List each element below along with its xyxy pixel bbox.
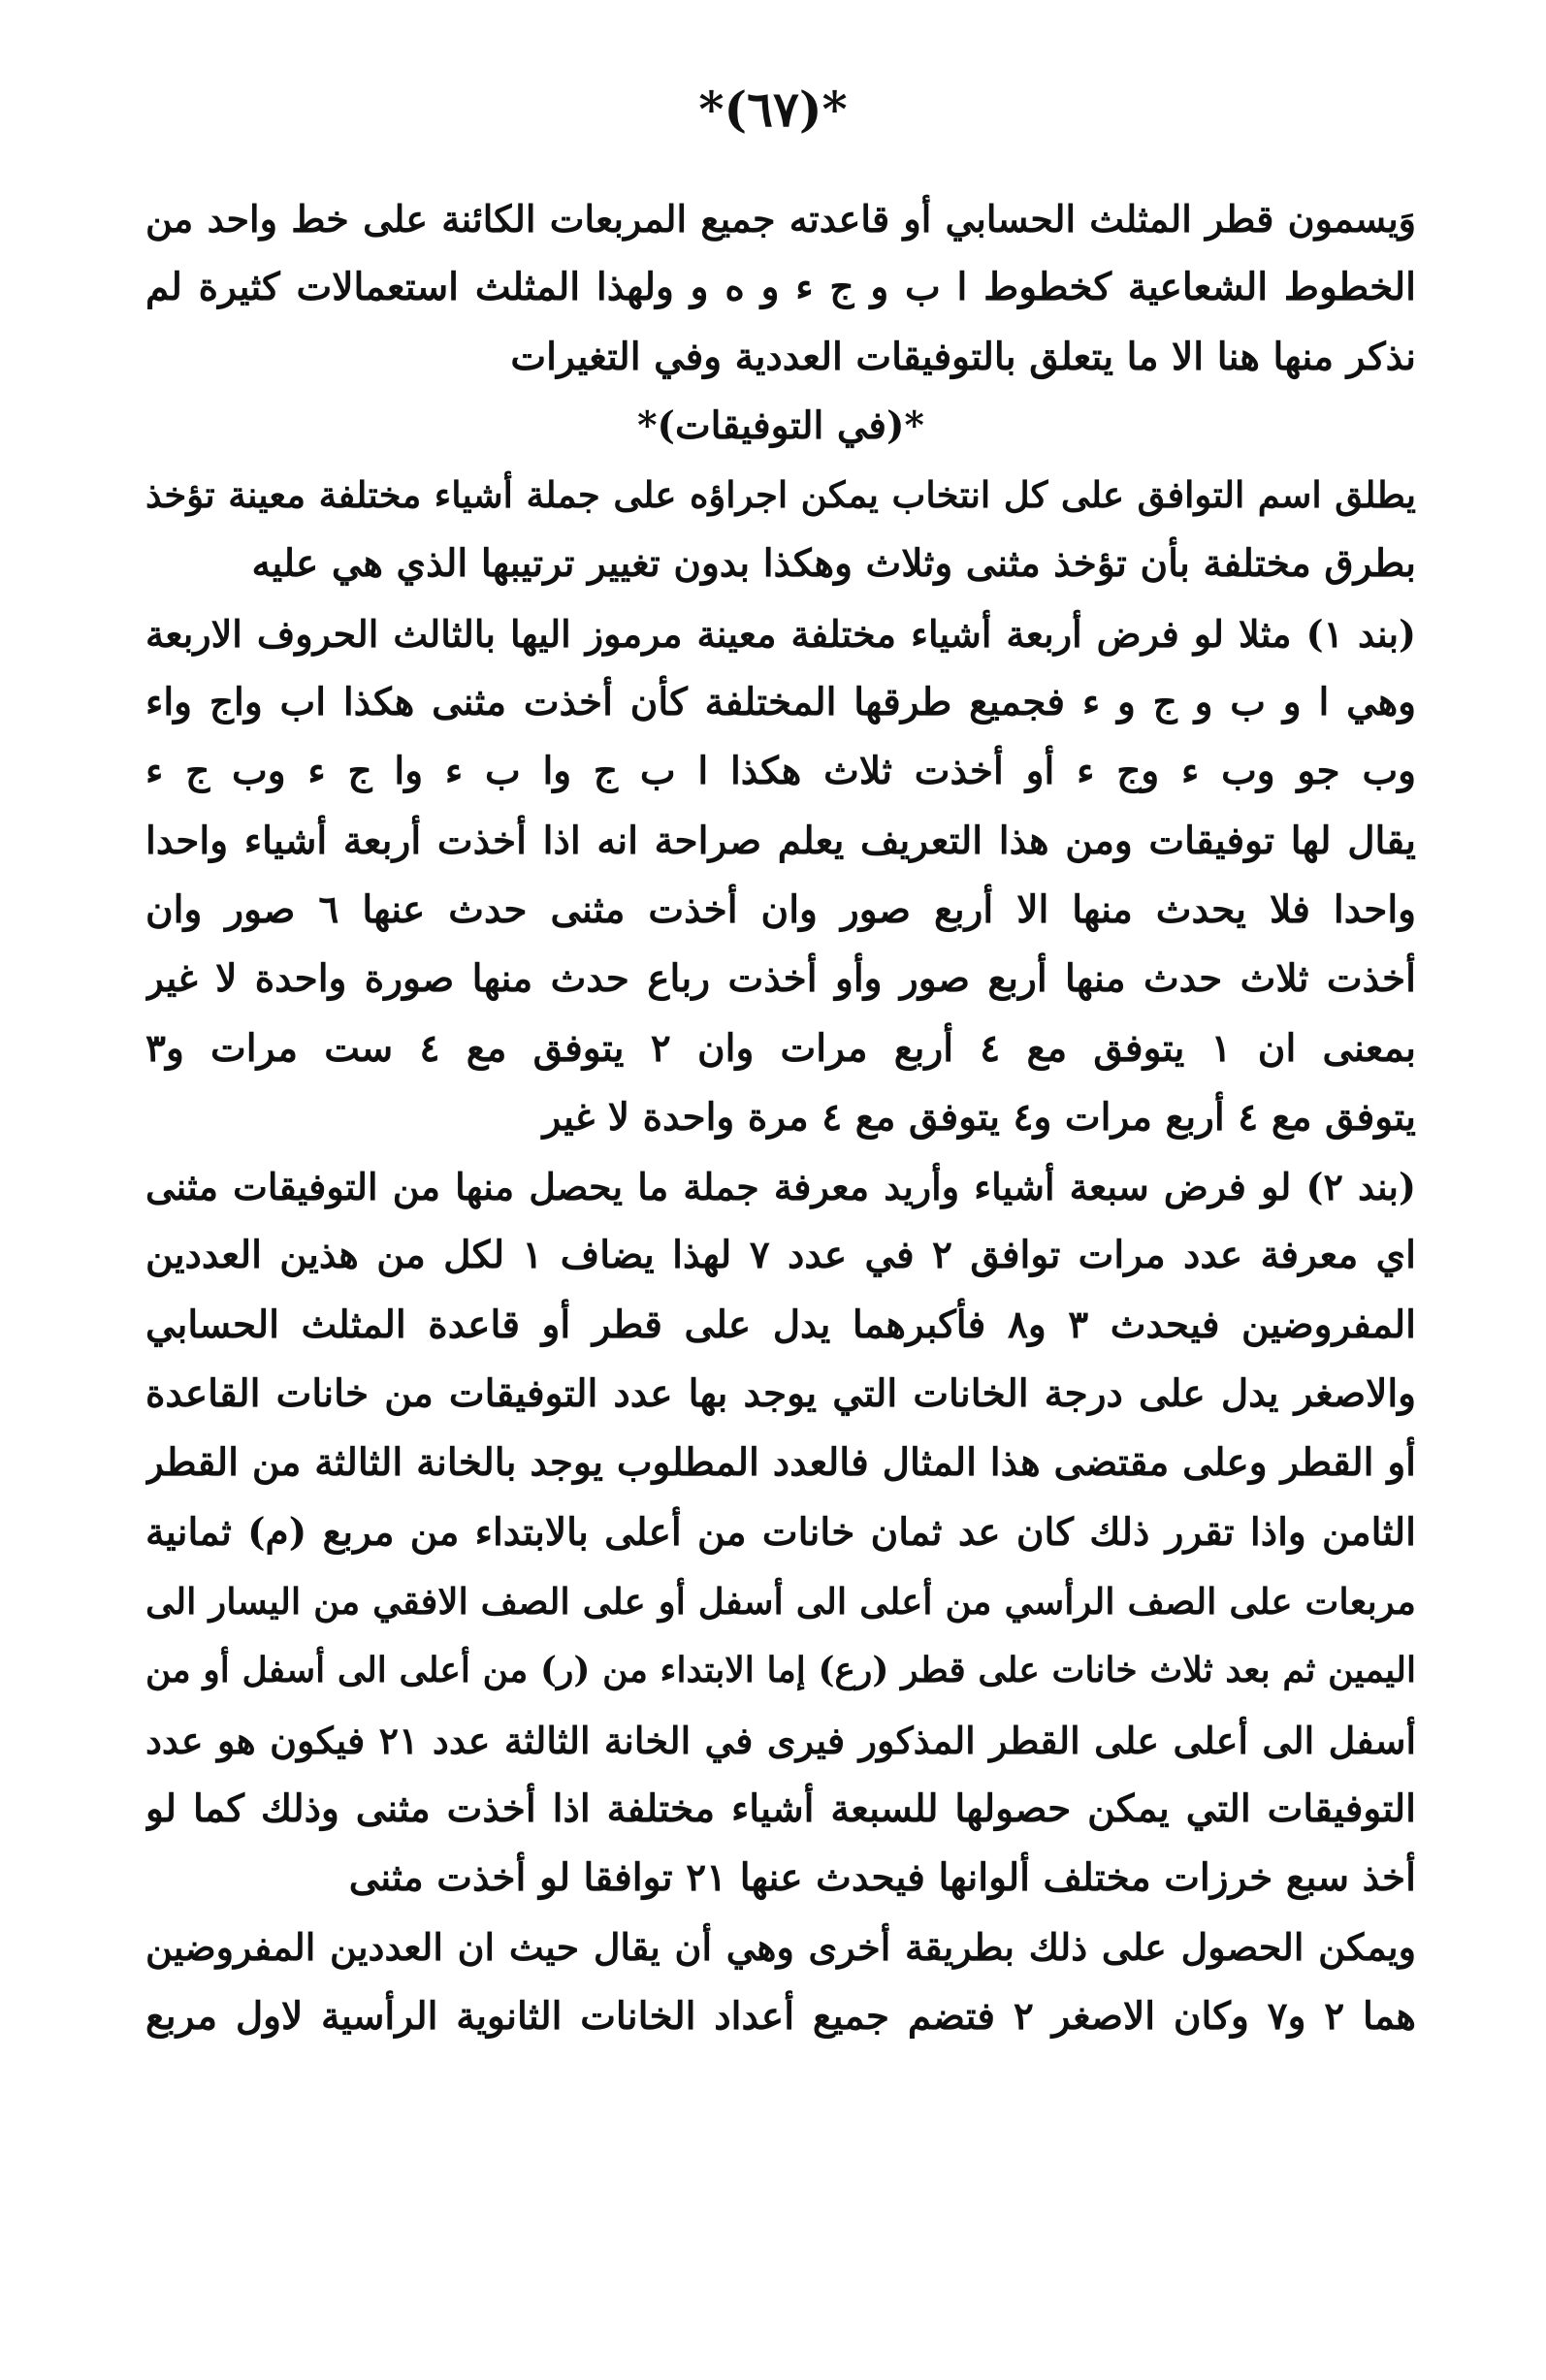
- text-line: اليمين ثم بعد ثلاث خانات على قطر (رع) إما الابتداء من (ر) من أعلى الى أسفل أو من: [145, 1650, 1416, 1691]
- text-line: يطلق اسم التوافق على كل انتخاب يمكن اجراؤه على جملة أشياء مختلفة معينة تؤخذ: [145, 473, 1416, 517]
- text-line: نذكر منها هنا الا ما يتعلق بالتوفيقات العددية وفي التغيرات: [510, 334, 1416, 379]
- text-line: مربعات على الصف الرأسي من أعلى الى أسفل أو على الصف الافقي من اليسار الى: [145, 1579, 1416, 1623]
- text-line: بمعنى ان ١ يتوفق مع ٤ أربع مرات وان ٢ يتوفق مع ٤ ست مرات و٣: [145, 1025, 1416, 1071]
- text-line: (بند ٢) لو فرض سبعة أشياء وأريد معرفة جملة ما يحصل منها من التوفيقات مثنى: [145, 1165, 1416, 1209]
- text-line: وَيسمون قطر المثلث الحسابي أو قاعدته جميع المربعات الكائنة على خط واحد من: [145, 197, 1416, 241]
- page-number: *(٦٧)*: [698, 80, 848, 138]
- text-line: وب جو وب ء وج ء أو أخذت ثلاث هكذا ا ب ج وا ب ء وا ج ء وب ج ء: [145, 749, 1416, 794]
- text-line: الثامن واذا تقرر ذلك كان عد ثمان خانات من أعلى بالابتداء من مربع (م) ثمانية: [145, 1509, 1416, 1555]
- text-line: هما ٢ و٧ وكان الاصغر ٢ فتضم جميع أعداد الخانات الثانوية الرأسية لاول مربع: [145, 1993, 1416, 2039]
- text-line: المفروضين فيحدث ٣ و٨ فأكبرهما يدل على قطر أو قاعدة المثلث الحسابي: [145, 1302, 1416, 1347]
- text-line: ويمكن الحصول على ذلك بطريقة أخرى وهي أن يقال حيث ان العددين المفروضين: [145, 1925, 1416, 1970]
- text-line: يقال لها توفيقات ومن هذا التعريف يعلم صراحة انه اذا أخذت أربعة أشياء واحدا: [145, 818, 1416, 863]
- body-text: [145, 184, 1416, 2051]
- text-line: يتوفق مع ٤ أربع مرات و٤ يتوفق مع ٤ مرة واحدة لا غير: [542, 1094, 1416, 1140]
- text-line: والاصغر يدل على درجة الخانات التي يوجد بها عدد التوفيقات من خانات القاعدة: [145, 1371, 1416, 1417]
- text-line: أو القطر وعلى مقتضى هذا المثال فالعدد المطلوب يوجد بالخانة الثالثة من القطر: [145, 1440, 1416, 1486]
- section-heading: *(في التوفيقات)*: [637, 402, 924, 448]
- text-line: الخطوط الشعاعية كخطوط ا ب و ج ء و ه و ولهذا المثلث استعمالات كثيرة لم: [145, 265, 1416, 310]
- text-line: أسفل الى أعلى على القطر المذكور فيرى في الخانة الثالثة عدد ٢١ فيكون هو عدد: [145, 1718, 1416, 1762]
- text-line: (بند ١) مثلا لو فرض أربعة أشياء مختلفة معينة مرموز اليها بالثالث الحروف الاربعة: [145, 611, 1416, 656]
- text-line: أخذ سبع خرزات مختلف ألوانها فيحدث عنها ٢١ توافقا لو أخذت مثنى: [348, 1855, 1416, 1901]
- text-line: أخذت ثلاث حدث منها أربع صور وأو أخذت رباع حدث منها صورة واحدة لا غير: [145, 956, 1416, 1002]
- text-line: وهي ا و ب و ج و ء فجميع طرقها المختلفة كأن أخذت مثنى هكذا اب واج واء: [145, 680, 1416, 725]
- text-line: بطرق مختلفة بأن تؤخذ مثنى وثلاث وهكذا بدون تغيير ترتيبها الذي هي عليه: [251, 541, 1416, 587]
- text-line: واحدا فلا يحدث منها الا أربع صور وان أخذت مثنى حدث عنها ٦ صور وان: [145, 886, 1416, 932]
- text-line: التوفيقات التي يمكن حصولها للسبعة أشياء مختلفة اذا أخذت مثنى وذلك كما لو: [145, 1785, 1416, 1831]
- text-line: اي معرفة عدد مرات توافق ٢ في عدد ٧ لهذا يضاف ١ لكل من هذين العددين: [145, 1233, 1416, 1278]
